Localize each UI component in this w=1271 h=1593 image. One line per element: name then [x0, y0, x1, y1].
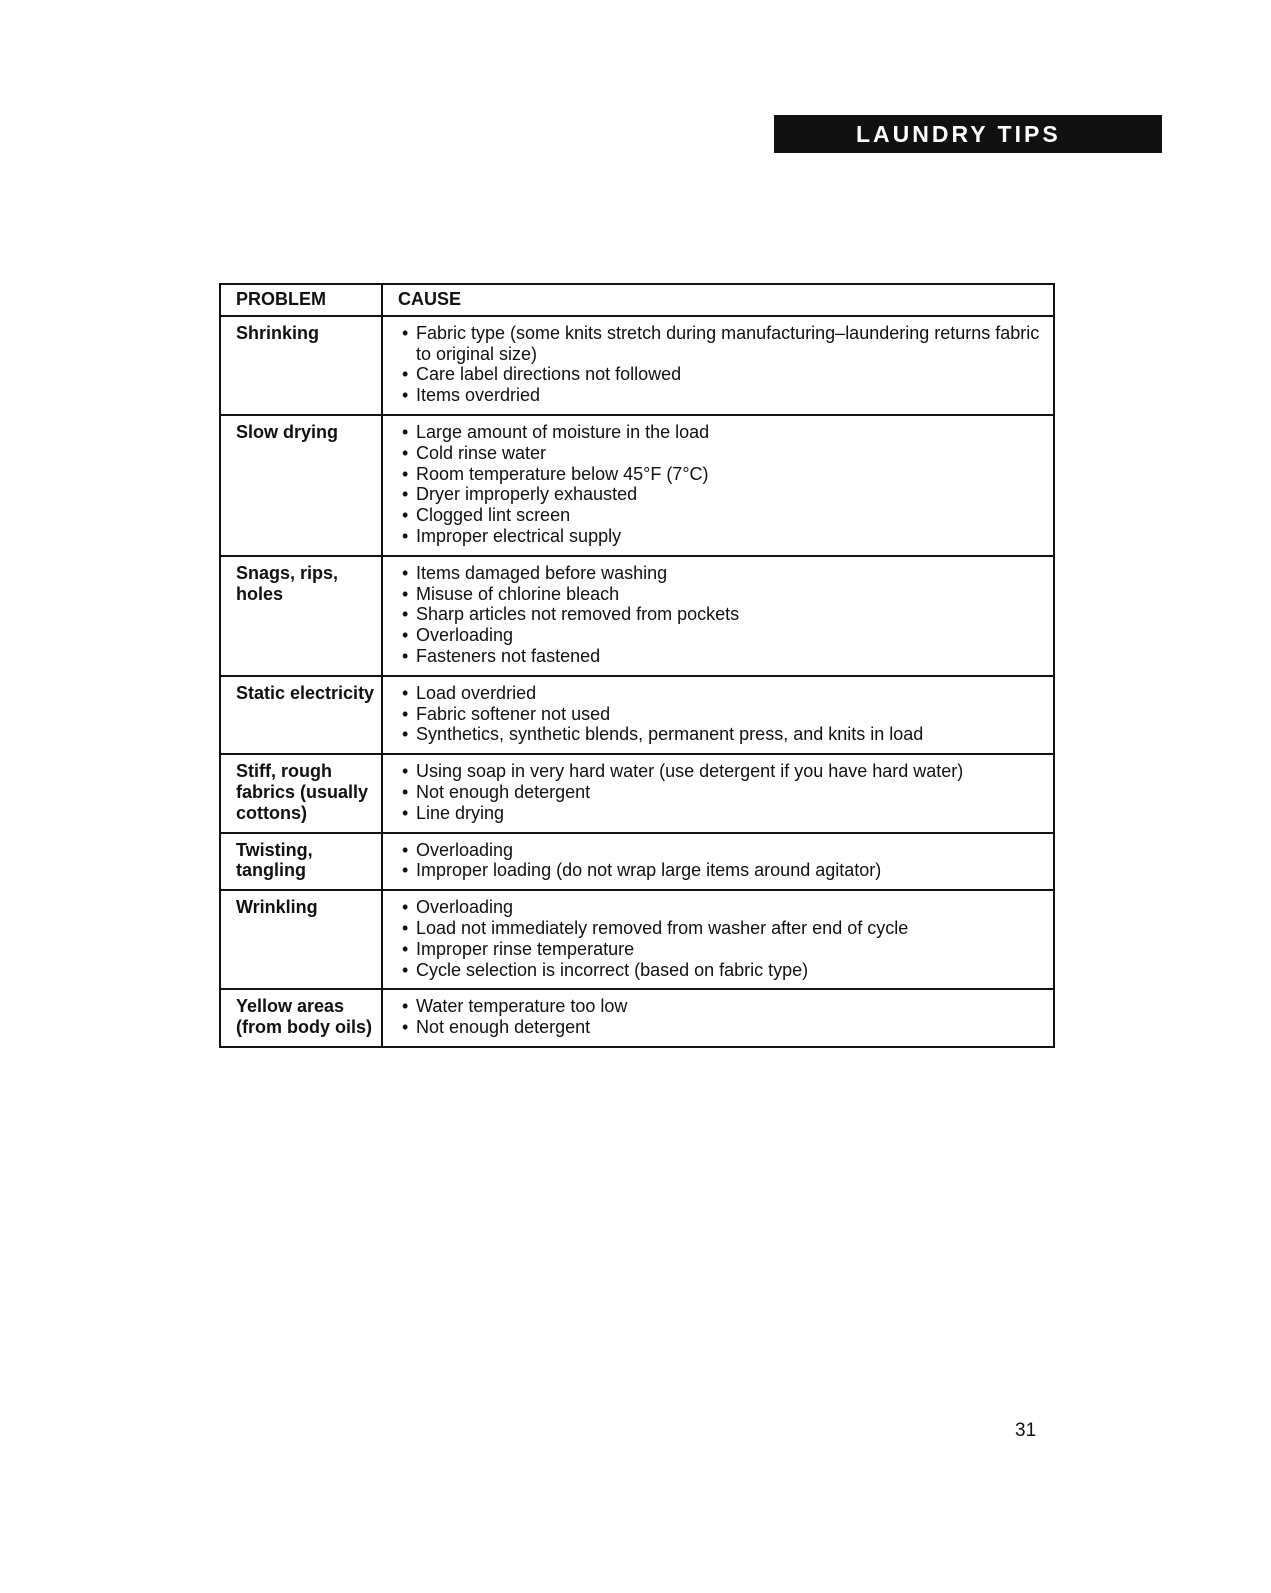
table-row	[220, 316, 1054, 415]
problem-cell: Shrinking	[220, 316, 382, 415]
cause-cell	[382, 556, 1054, 676]
table-row	[220, 833, 1054, 891]
troubleshooting-table	[219, 283, 1055, 1048]
cause-item: • Dryer improperly exhausted	[402, 484, 1043, 505]
cause-item: • Room temperature below 45°F (7°C)	[402, 464, 1043, 485]
cause-item: • Improper electrical supply	[402, 526, 1043, 547]
cause-item: • Large amount of moisture in the load	[402, 422, 1043, 443]
cause-item: • Overloading	[402, 897, 1043, 918]
cause-item: • Improper loading (do not wrap large items around agitator)	[402, 860, 1043, 881]
problem-cell: Yellow areas (from body oils)	[220, 989, 382, 1047]
cause-item: • Using soap in very hard water (use detergent if you have hard water)	[402, 761, 1043, 782]
cause-item: • Not enough detergent	[402, 782, 1043, 803]
cause-item: • Load overdried	[402, 683, 1043, 704]
cause-list	[402, 563, 1043, 667]
table-header-row	[220, 284, 1054, 316]
cause-list	[402, 683, 1043, 745]
table-row	[220, 676, 1054, 754]
cause-cell	[382, 316, 1054, 415]
cause-list	[402, 897, 1043, 980]
cause-item: • Not enough detergent	[402, 1017, 1043, 1038]
cause-item: • Fabric softener not used	[402, 704, 1043, 725]
cause-item: • Items overdried	[402, 385, 1043, 406]
section-banner: LAUNDRY TIPS	[774, 115, 1162, 153]
table-row	[220, 556, 1054, 676]
cause-cell	[382, 754, 1054, 832]
problem-column-header: PROBLEM	[220, 284, 382, 316]
cause-item: • Cycle selection is incorrect (based on fabric type)	[402, 960, 1043, 981]
problem-cell: Static electricity	[220, 676, 382, 754]
cause-item: • Overloading	[402, 625, 1043, 646]
cause-item: • Line drying	[402, 803, 1043, 824]
cause-item: • Items damaged before washing	[402, 563, 1043, 584]
cause-item: • Misuse of chlorine bleach	[402, 584, 1043, 605]
cause-item: • Load not immediately removed from washer after end of cycle	[402, 918, 1043, 939]
cause-item: • Fasteners not fastened	[402, 646, 1043, 667]
cause-item: • Sharp articles not removed from pockets	[402, 604, 1043, 625]
cause-cell	[382, 415, 1054, 556]
page-number: 31	[1015, 1420, 1037, 1441]
cause-cell	[382, 989, 1054, 1047]
cause-list	[402, 996, 1043, 1038]
cause-cell	[382, 833, 1054, 891]
table-body	[220, 316, 1054, 1047]
cause-item: • Fabric type (some knits stretch during manufacturing–laundering returns fabric to original size)	[402, 323, 1043, 365]
table-row	[220, 890, 1054, 989]
table-row	[220, 754, 1054, 832]
cause-item: • Water temperature too low	[402, 996, 1043, 1017]
cause-item: • Synthetics, synthetic blends, permanent press, and knits in load	[402, 724, 1043, 745]
problem-cell: Snags, rips, holes	[220, 556, 382, 676]
problem-cell: Slow drying	[220, 415, 382, 556]
cause-item: • Improper rinse temperature	[402, 939, 1043, 960]
cause-list	[402, 761, 1043, 823]
cause-item: • Cold rinse water	[402, 443, 1043, 464]
cause-list	[402, 422, 1043, 547]
cause-list	[402, 840, 1043, 882]
problem-cell: Wrinkling	[220, 890, 382, 989]
problem-cell: Twisting, tangling	[220, 833, 382, 891]
cause-list	[402, 323, 1043, 406]
problem-cell: Stiff, rough fabrics (usually cottons)	[220, 754, 382, 832]
table-row	[220, 989, 1054, 1047]
table-row	[220, 415, 1054, 556]
cause-item: • Clogged lint screen	[402, 505, 1043, 526]
cause-cell	[382, 890, 1054, 989]
cause-item: • Care label directions not followed	[402, 364, 1043, 385]
troubleshooting-table-container	[219, 283, 1053, 1048]
cause-column-header: CAUSE	[382, 284, 1054, 316]
cause-item: • Overloading	[402, 840, 1043, 861]
cause-cell	[382, 676, 1054, 754]
